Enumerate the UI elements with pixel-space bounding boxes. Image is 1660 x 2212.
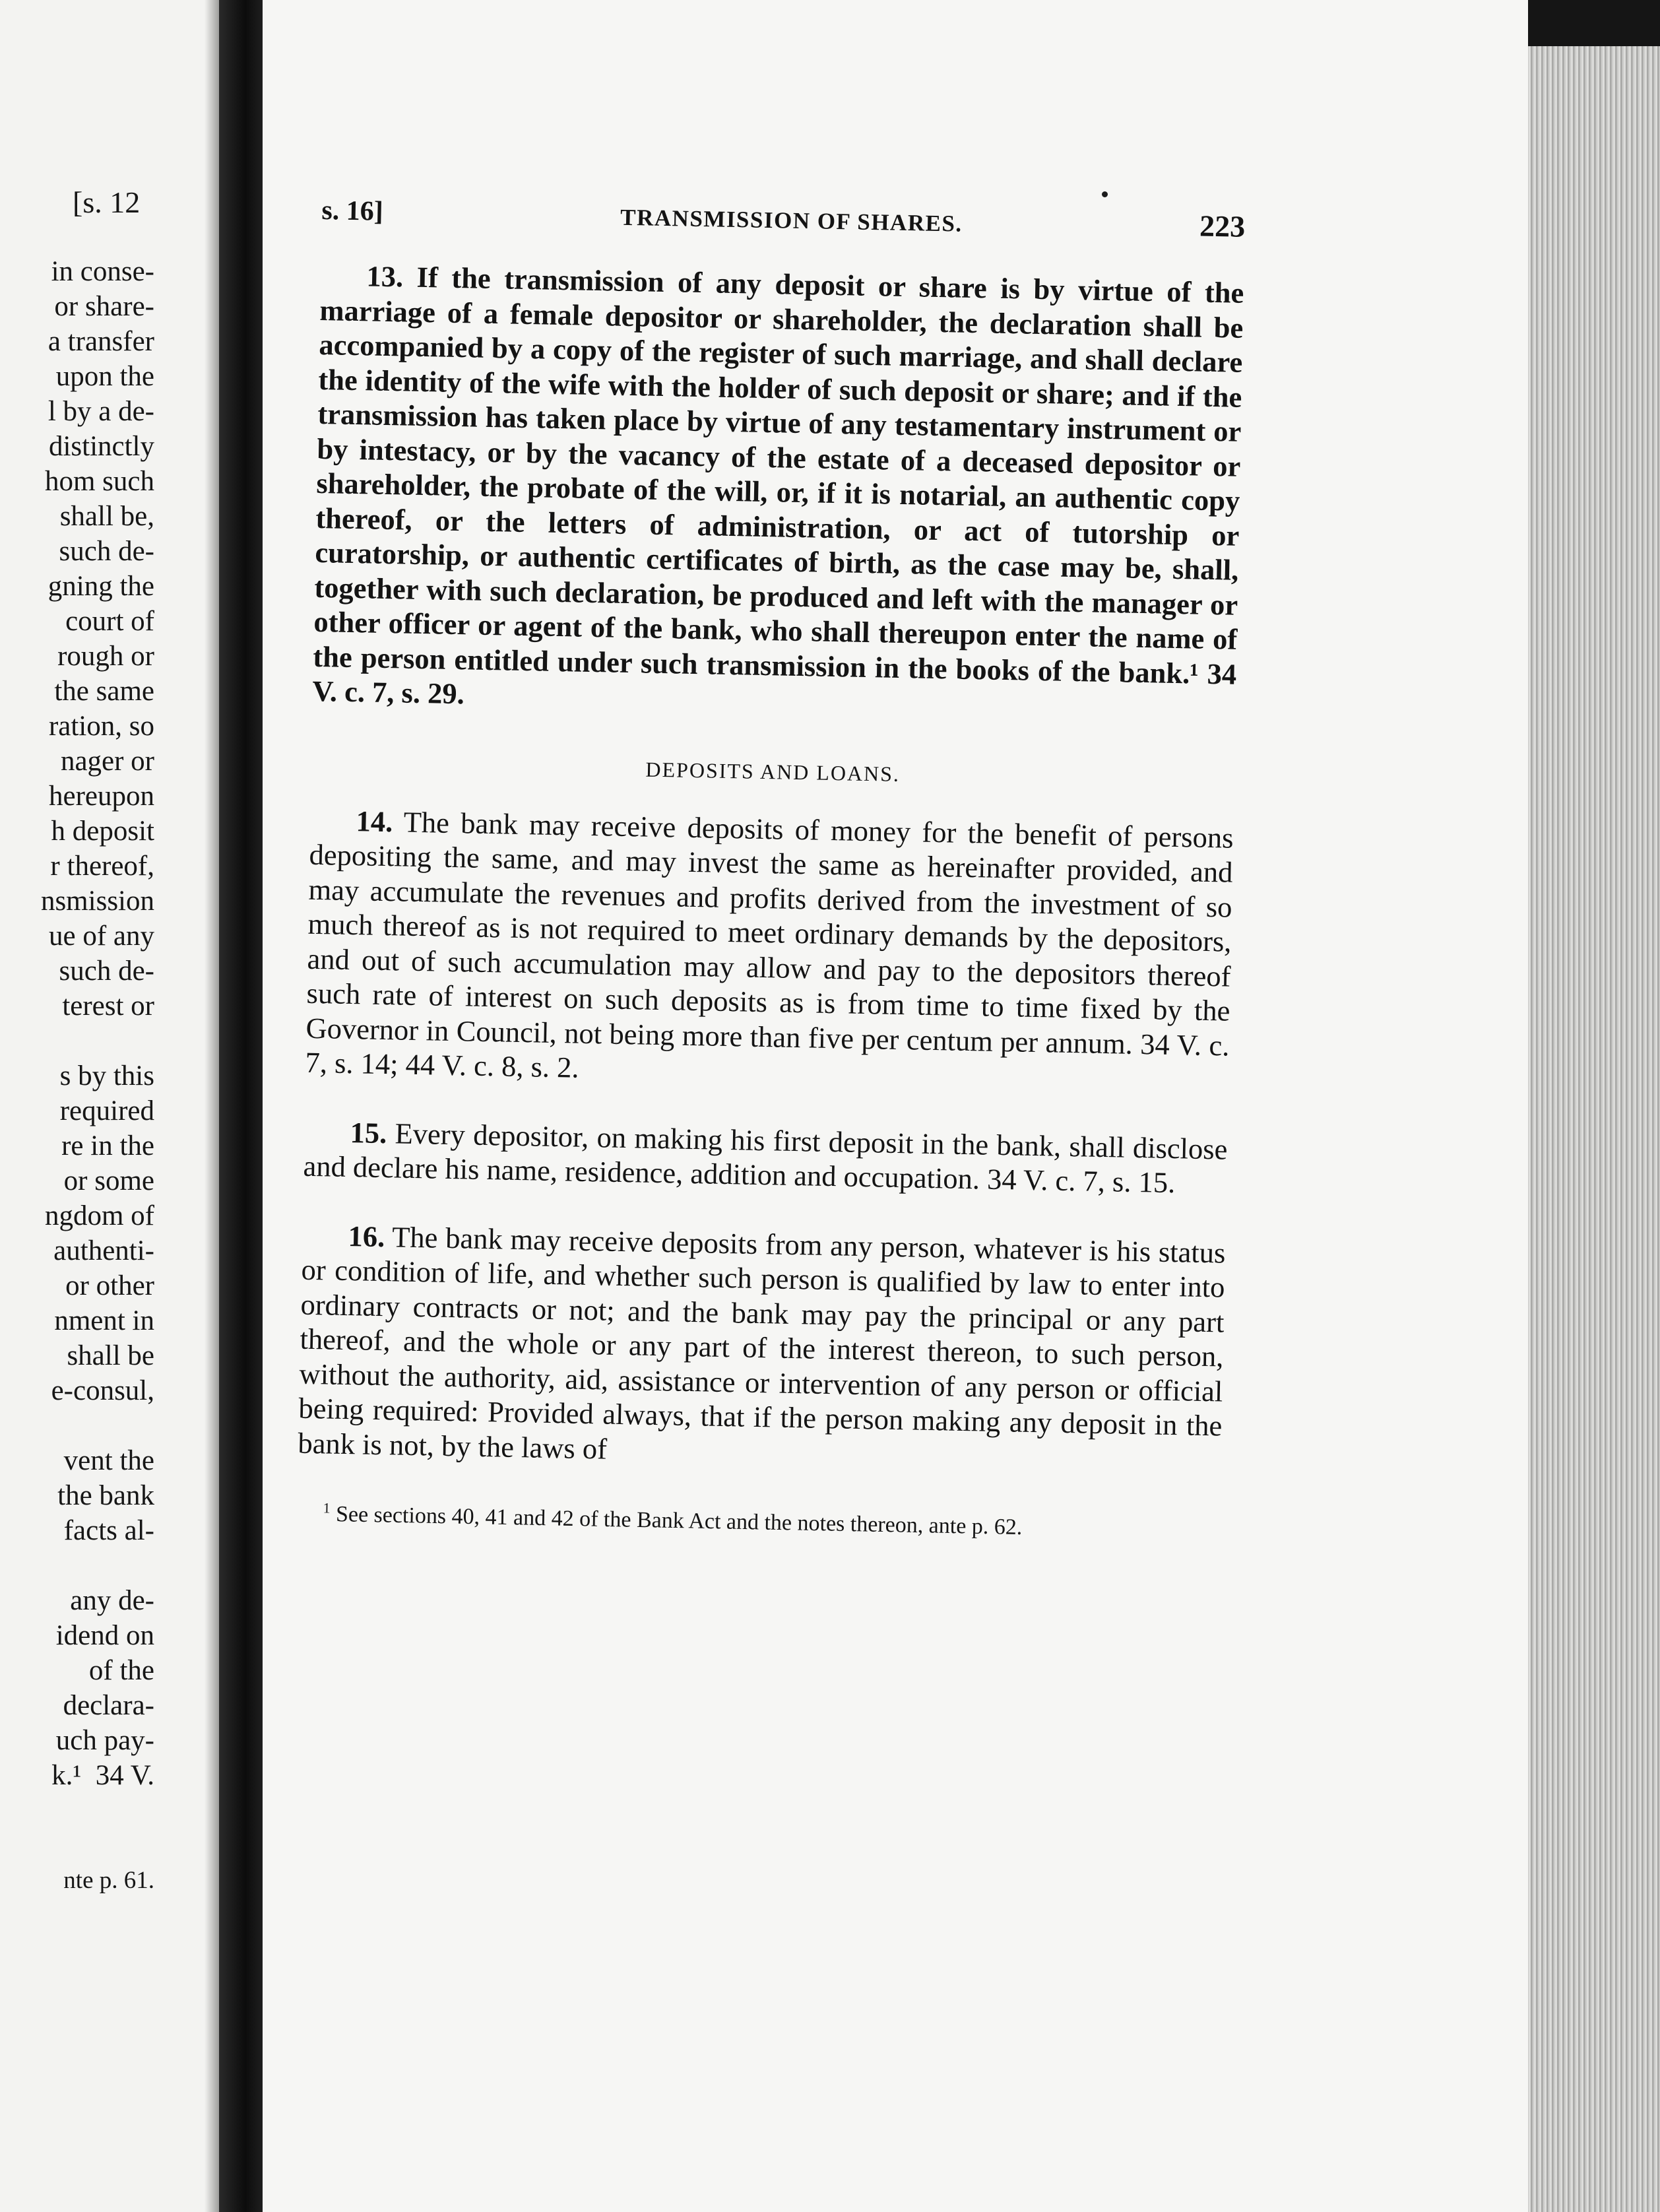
left-page-line: terest or bbox=[62, 991, 154, 1022]
left-page-line: upon the bbox=[55, 361, 154, 392]
section-14 bbox=[305, 802, 1234, 1097]
book-gutter bbox=[219, 0, 263, 2212]
running-head bbox=[321, 191, 1246, 244]
left-page-line: shall be, bbox=[59, 501, 154, 532]
left-page-line: required bbox=[59, 1095, 154, 1126]
left-page-line: vent the bbox=[63, 1445, 154, 1476]
left-page-line: ue of any bbox=[49, 921, 154, 952]
left-page-line: the bank bbox=[57, 1480, 154, 1511]
left-page-line: e-consul, bbox=[51, 1375, 154, 1406]
speck bbox=[1102, 191, 1108, 197]
section-number: 14. bbox=[356, 804, 393, 838]
section-number: 13. bbox=[366, 259, 404, 294]
left-page-line: gning the bbox=[48, 571, 154, 602]
left-page-line: idend on bbox=[55, 1620, 154, 1651]
left-page-line: declara- bbox=[63, 1690, 154, 1721]
left-page-line: r thereof, bbox=[50, 851, 154, 882]
left-page-line: ration, so bbox=[48, 711, 154, 742]
left-page-line: authenti- bbox=[53, 1235, 154, 1266]
left-page-line: re in the bbox=[61, 1130, 154, 1161]
left-page-line: rough or bbox=[57, 641, 154, 672]
footnote-text: See sections 40, 41 and 42 of the Bank Act and the notes thereon, ante p. 62. bbox=[330, 1501, 1023, 1540]
left-page-line: of the bbox=[88, 1655, 154, 1686]
left-page-text bbox=[41, 254, 154, 1828]
page-number: 223 bbox=[1199, 209, 1246, 244]
left-page-line bbox=[41, 1793, 154, 1828]
footnote-marker: 1 bbox=[323, 1499, 331, 1516]
section-text: The bank may receive deposits from any person, whatever is his status or condition of life, and whether such person is qualified by law to enter into ordinary contracts or not; and the bank may pay the principal or any part thereof, and the whole or any part of the interest thereon, to such person, without the authority, aid, assistance or intervention of any person or official being required: Provided always, that if the person making any deposit in the bank is not, by the laws of bbox=[298, 1220, 1226, 1466]
page-edges bbox=[1528, 46, 1660, 2212]
left-page-line: or some bbox=[63, 1165, 154, 1196]
left-page-line: k.¹ 34 V. bbox=[51, 1760, 154, 1791]
left-page-line: a transfer bbox=[48, 326, 154, 357]
chapter-title: TRANSMISSION OF SHARES. bbox=[620, 204, 963, 237]
section-15 bbox=[303, 1114, 1228, 1201]
left-page-line: or share- bbox=[54, 291, 154, 322]
section-number: 15. bbox=[350, 1115, 387, 1150]
section-text: Every depositor, on making his first deposit in the bank, shall disclose and declare his name, residence, addition and occupation. 34 V. c. 7, s. 15. bbox=[303, 1116, 1228, 1200]
section-number: 16. bbox=[348, 1219, 385, 1253]
left-page-line: hereupon bbox=[49, 781, 154, 812]
left-page-line: such de- bbox=[59, 956, 154, 987]
left-page-line: nager or bbox=[60, 746, 154, 777]
left-page-line bbox=[41, 1408, 154, 1443]
left-page-line: nment in bbox=[54, 1305, 154, 1336]
section-range: s. 16] bbox=[321, 195, 384, 227]
section-16 bbox=[298, 1218, 1226, 1478]
page-content bbox=[296, 191, 1245, 1567]
left-page-line bbox=[41, 1024, 154, 1058]
section-text: The bank may receive deposits of money for the benefit of persons depositing the same, and may invest the same as hereinafter provided, and may accumulate the revenues and profits derived from the investment of so much thereof as is not required to meet ordinary demands by the depositors, and out of such accumulation may allow and pay to the depositors thereof such rate of interest on such deposits as is from time to time fixed by the Governor in Council, not being more than five per centum per annum. 34 V. c. 7, s. 14; 44 V. c. 8, s. 2. bbox=[305, 804, 1234, 1084]
section-13 bbox=[312, 258, 1244, 726]
left-page-line: in conse- bbox=[51, 256, 154, 287]
left-page-line: any de- bbox=[70, 1585, 154, 1616]
left-page-line: the same bbox=[54, 676, 154, 707]
left-page-line: nsmission bbox=[40, 886, 154, 917]
left-page-line: court of bbox=[65, 606, 154, 637]
left-page-line: distinctly bbox=[48, 431, 154, 462]
left-page-line: shall be bbox=[67, 1340, 154, 1371]
left-page-line: ngdom of bbox=[44, 1200, 154, 1231]
section-text: If the transmission of any deposit or share is by virtue of the marriage of a female depositor or shareholder, the declaration shall be accompanied by a copy of the register of such marriage, and shall declare the identity of the wife with the holder of such deposit or share; and if the transmission has taken place by virtue of any testamentary instrument or by intestacy, or by the vacancy of the estate of a deceased depositor or shareholder, the probate of the will, or, if it is notarial, an authentic copy thereof, or the letters of administration, or act of tutorship or curatorship, or authentic certificates of birth, as the case may be, shall, together with such declaration, be produced and left with the manager or other officer or agent of the bank, who shall thereupon enter the name of the person entitled under such transmission in the books of the bank.¹ 34 V. c. 7, s. 29. bbox=[311, 260, 1244, 711]
left-page-fragment bbox=[0, 0, 219, 2212]
left-running-head: [s. 12 bbox=[73, 185, 141, 219]
page-curl-shadow bbox=[205, 0, 219, 2212]
left-page-line: facts al- bbox=[63, 1515, 154, 1546]
left-page-line: uch pay- bbox=[55, 1725, 154, 1756]
left-page-line: such de- bbox=[59, 536, 154, 567]
left-page-line bbox=[41, 1548, 154, 1583]
left-page-line: or other bbox=[65, 1270, 154, 1301]
left-page-line: h deposit bbox=[51, 816, 154, 847]
left-page-line: l by a de- bbox=[48, 396, 154, 427]
left-page-line: hom such bbox=[44, 466, 154, 497]
section-heading: DEPOSITS AND LOANS. bbox=[645, 757, 901, 786]
book-page bbox=[263, 0, 1528, 2212]
left-page-line: s by this bbox=[59, 1060, 154, 1091]
footnote bbox=[296, 1495, 1221, 1545]
left-footnote-fragment: nte p. 61. bbox=[63, 1867, 154, 1894]
background bbox=[1528, 0, 1660, 46]
